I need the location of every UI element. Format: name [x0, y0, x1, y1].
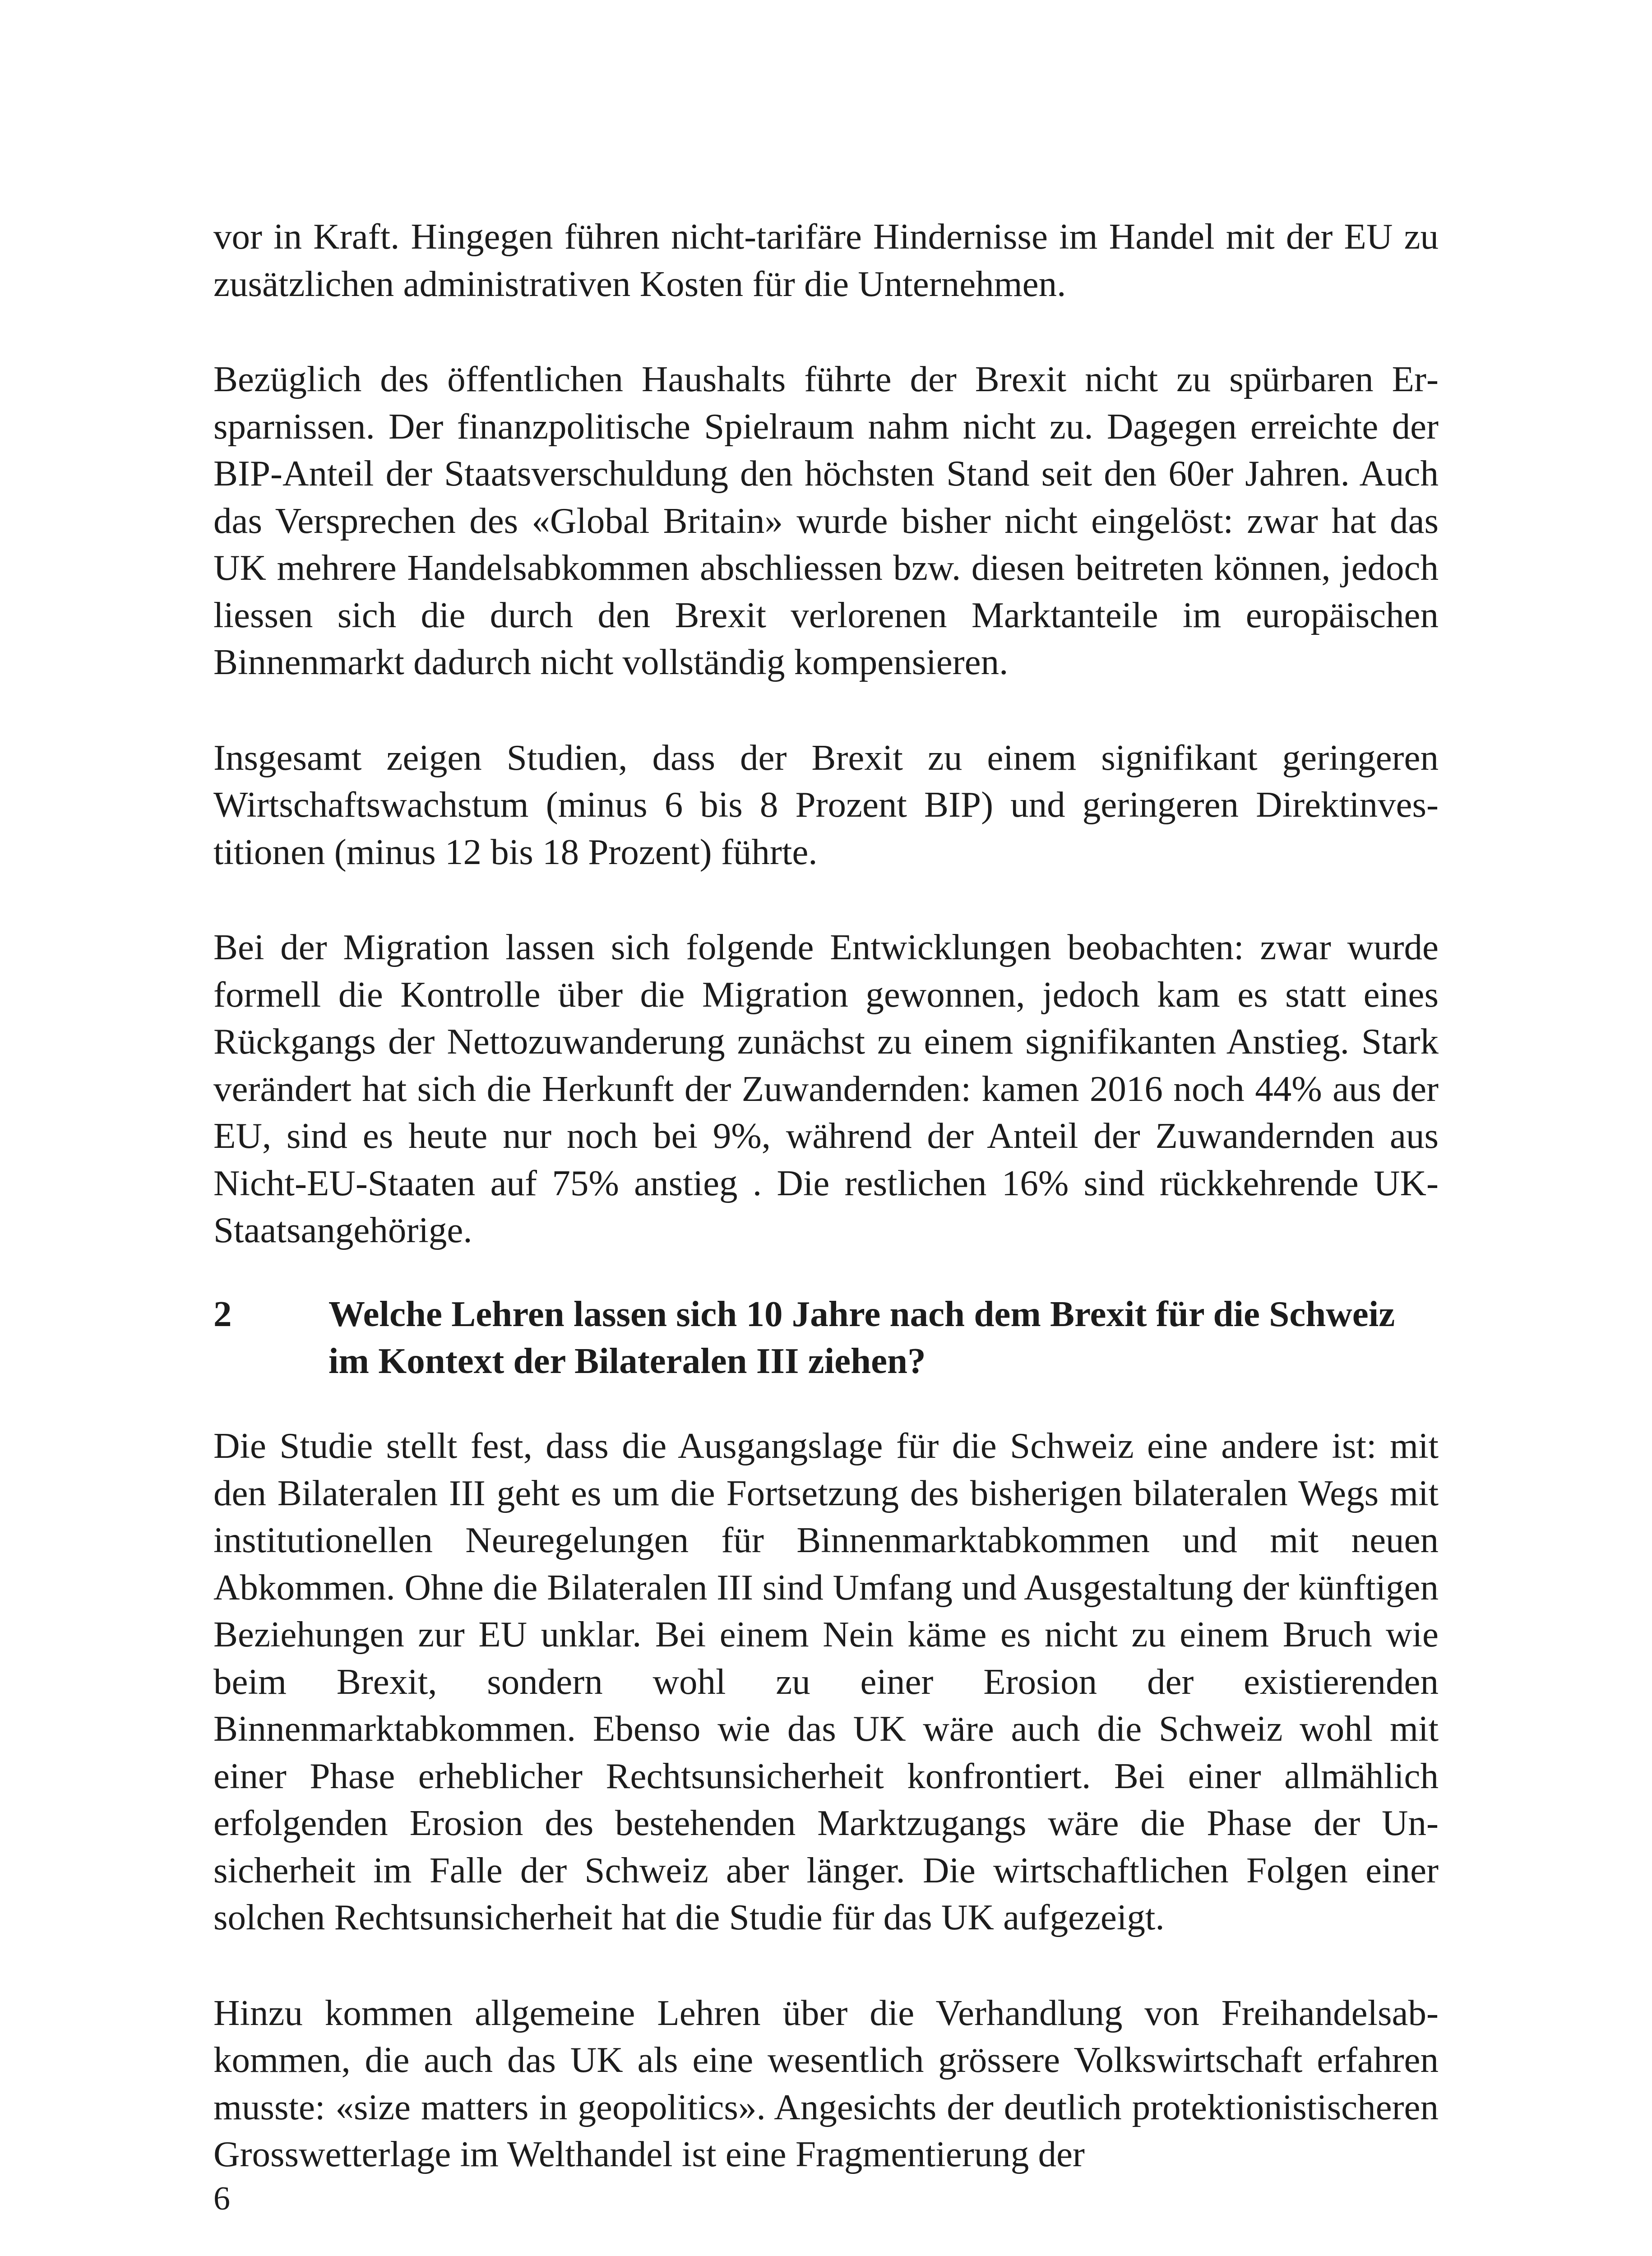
page-number: 6 — [213, 2180, 230, 2217]
section-number: 2 — [213, 1294, 232, 1334]
section-2-body — [213, 1422, 1439, 2226]
paragraph-trade-barriers: vor in Kraft. Hingegen führen nicht-tarifäre Hindernisse im Handel mit der EU zu zusätzlichen administrativen Kosten für die Unternehmen. — [213, 216, 1439, 304]
section-heading — [213, 1290, 1439, 1384]
section-title: Welche Lehren lassen sich 10 Jahre nach dem Brexit für die Schweiz im Kontext der Bilateralen III ziehen? — [329, 1294, 1395, 1381]
paragraph-switzerland-situation: Die Studie stellt fest, dass die Ausgangslage für die Schweiz eine andere ist: mit den Bilateralen III geht es um die Fortsetzung des bisherigen bilateralen Wegs mit institutionellen Neuregelungen für Binnenmarktabkommen und mit neuen Abkommen. Ohne die Bilateralen III sind Umfang und Ausgestaltung der künftigen Beziehungen zur EU unklar. Bei einem Nein käme es nicht zu einem Bruch wie beim Brexit, sondern wohl zu einer Erosion der existierenden Binnenmarktabkommen. Ebenso wie das UK wäre auch die Schweiz wohl mit einer Phase erheblicher Rechtsunsicherheit konfrontiert. Bei einer allmählich erfolgenden Erosion des bestehenden Marktzugangs wäre die Phase der Unsicherheit im Falle der Schweiz aber länger. Die wirtschaftlichen Folgen einer solchen Rechtsunsicherheit hat die Studie für das UK aufgezeigt. — [213, 1425, 1439, 1937]
paragraph-economic-growth: Insgesamt zeigen Studien, dass der Brexit zu einem signifikant geringeren Wirtschaftswachstum (minus 6 bis 8 Prozent BIP) und geringeren Direktinvestitionen (minus 12 bis 18 Prozent) führte. — [213, 737, 1439, 872]
document-page — [213, 213, 1439, 2174]
paragraph-trade-lessons: Hinzu kommen allgemeine Lehren über die Verhandlung von Freihandelsabkommen, die auch das UK als eine wesentlich grössere Volkswirtschaft erfahren musste: «size matters in geopolitics». Angesichts der deutlich protektionistischeren Grosswetterlage im Welthandel ist eine Fragmentierung der — [213, 1992, 1439, 2174]
paragraph-public-budget: Bezüglich des öffentlichen Haushalts führte der Brexit nicht zu spürbaren Ersparnissen. Der finanzpolitische Spielraum nahm nicht zu. Dagegen erreichte der BIP-Anteil der Staatsverschuldung den höchsten Stand seit den 60er Jahren. Auch das Versprechen des «Global Britain» wurde bisher nicht eingelöst: zwar hat das UK mehrere Handelsabkommen abschliessen bzw. diesen beitreten können, jedoch liessen sich die durch den Brexit verlorenen Marktanteile im europäischen Binnenmarkt dadurch nicht vollständig kompensieren. — [213, 359, 1439, 682]
paragraph-migration: Bei der Migration lassen sich folgende Entwicklungen beobachten: zwar wurde formell die Kontrolle über die Migration gewonnen, jedoch kam es statt eines Rückgangs der Nettozuwanderung zunächst zu einem signifikanten Anstieg. Stark verändert hat sich die Herkunft der Zuwandernden: kamen 2016 noch 44% aus der EU, sind es heute nur noch bei 9%, während der Anteil der Zuwandernden aus Nicht-EU-Staaten auf 75% anstieg . Die restlichen 16% sind rückkehrende UK-Staatsangehörige. — [213, 927, 1439, 1250]
